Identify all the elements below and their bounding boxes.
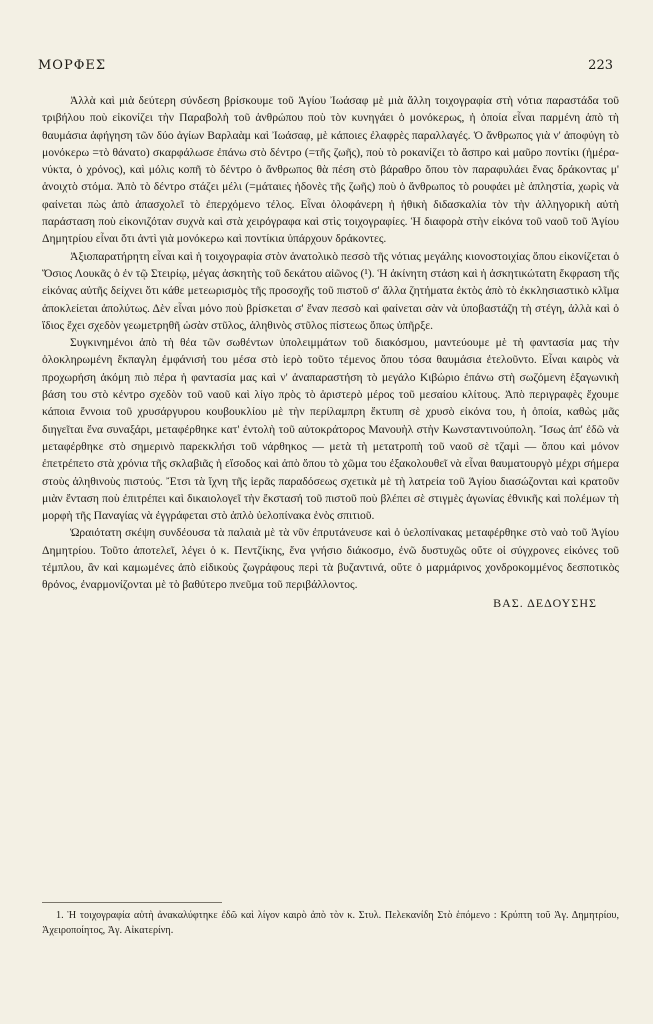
footnote bbox=[42, 908, 619, 938]
paragraph: Ὡραιότατη σκέψη συνδέουσα τὰ παλαιὰ μὲ τὰ νῦν ἐπρυτάνευσε καὶ ὁ ὑελοπίνακας μεταφέρθηκε στὸ ναὸ τοῦ Ἁγίου Δημητρίου. Τοῦτο ἀποτελεῖ, λέγει ὁ κ. Πεντζίκης, ἕνα γνήσιο διάκοσμο, ἐνῶ δυστυχῶς οὔτε οἱ σύγχρονες εἰκόνες τοῦ τέμπλου, ἂν καὶ καμωμένες ἀπὸ εἰδικοὺς ζωγράφους περὶ τὰ βυζαντινά, οὔτε ὁ μαρμάρινος χονδροκομμένος δεσποτικὸς θρόνος, ἐναρμονίζονται μὲ τὸ βαθύτερο πνεῦμα τοῦ περιβάλλοντος. bbox=[42, 526, 619, 592]
footnote-text: 1. Ἡ τοιχογραφία αὐτὴ ἀνακαλύφτηκε ἐδῶ καὶ λίγον καιρὸ ἀπὸ τὸν κ. Στυλ. Πελεκανίδη Στὸ ἑπόμενο : Κρύπτη τοῦ Ἁγ. Δημητρίου, Ἀχειροποίητος, Ἁγ. Αἰκατερίνη. bbox=[42, 910, 619, 936]
journal-title: ΜΟΡΦΕΣ bbox=[38, 58, 107, 73]
paragraph: Ἀλλὰ καὶ μιὰ δεύτερη σύνδεση βρίσκουμε τοῦ Ἁγίου Ἰωάσαφ μὲ μιὰ ἄλλη τοιχογραφία στὴ νότια παραστάδα τοῦ τριβήλου ποὺ εἰκονίζει τὴν Παραβολὴ τοῦ ἀνθρώπου ποὺ τὸν κυνηγάει ὁ μονόκερως, ἡ ὁποία εἶναι παρμένη ἀπὸ τὴ θαυμάσια ἀφήγηση τῶν δύο ἁγίων Βαρλαὰμ καὶ Ἰωάσαφ, μὲ κάποιες ἐλαφρὲς παραλλαγές. Ὁ ἄνθρωπος γιὰ ν' ἀποφύγη τὸ μονόκερω =τὸ θάνατο) σκαρφάλωσε ἐπάνω στὸ δέντρο (=τῆς ζωῆς), ποὺ τὸ ροκανίζει τὸ ἄσπρο καὶ μαῦρο ποντίκι (ἡμέρα-νύκτα, ὁ χρόνος), καὶ μόλις κοπῆ τὸ δέντρο ὁ ἄνθρωπος θὰ πέση στὸ βάραθρο ὅπου τὸν παραφυλάει ἕνας δράκοντας μ' ἀνοιχτὸ στόμα. Ἀπὸ τὸ δέντρο στάζει μέλι (=μάταιες ἡδονὲς τῆς ζωῆς) ποὺ ὁ ἄνθρωπος τὸ ρουφάει μὲ ἀπληστία, χωρὶς νὰ φαίνεται πὼς ἀπὸ ἀπασχολεῖ τὸ ἐπερχόμενο τέλος. Εἶναι ὁλοφάνερη ἡ ἠθικὴ διδασκαλία τὸν τὴν ἀλληγορικὴ αὐτὴ παράσταση ποὺ εἰκονιζόταν συχνὰ καὶ στὰ χειρόγραφα καὶ στὶς τοιχογραφίες. Ἡ διαφορὰ στὴν εἰκόνα τοῦ ναοῦ τοῦ Ἁγίου Δημητρίου εἶναι ὅτι ἀντὶ γιὰ μονόκερω καὶ ποντίκια ὑπάρχουν δράκοντες. bbox=[42, 94, 619, 246]
paragraph: Συγκινημένοι ἀπὸ τὴ θέα τῶν σωθέντων ὑπολειμμάτων τοῦ διακόσμου, μαντεύουμε μὲ τὴ φαντασία μας τὴν ὁλοκληρωμένη ἔκπαγλη ἐμφάνισή του μέσα στὸ ἱερὸ τοῦτο τέμενος ὅπου τόσα θαυμάσια ἐτελοῦντο. Εἶναι καιρὸς νὰ προχωρήση ἀκόμη πιὸ πέρα ἡ φαντασία μας καὶ ν' ἀναπαραστήση τὸ μεγάλο Κιβώριο ἐπάνω στὴ σωζόμενη ἑξαγωνικὴ βάση του στὸ κέντρο σχεδὸν τοῦ ναοῦ καὶ λίγο πρὸς τὸ ἀριστερὸ μέρος τοῦ μεσαίου κλίτους. Ἀπὸ περιγραφὲς ἔχουμε κάποια ἔννοια τοῦ χρυσάργυρου κουβουκλίου μὲ τὴν περίλαμπρη ἔκτυπη σὲ χρυσὸ εἰκόνα του, ἡ ὁποία, καθὼς μᾶς διηγεῖται ἕνα συναξάρι, μεταφέρθηκε κατ' ἐντολὴ τοῦ αὐτοκράτορος Μανουὴλ στὴν Κωνσταντινούπολη. Ἴσως ἀπ' ἐδῶ νὰ μεταφέρθηκε στὸ σημερινὸ παρεκκλήσι τοῦ νάρθηκος — μετὰ τὴ μετατροπὴ τοῦ ναοῦ σὲ τζαμὶ — ὅπου καὶ μόνον ἐπετρέπετο στὰ χρόνια τῆς σκλαβιᾶς ἡ εἴσοδος καὶ ἀπὸ ὅπου τὸ χῶμα του ἐξακολουθεῖ νὰ εἶναι θαυματουργὸ μέχρι σήμερα στοὺς ἀληθινοὺς πιστούς. Ἔτσι τὰ ἴχνη τῆς ἱερᾶς παραδόσεως σχετικὰ μὲ τὴ λατρεία τοῦ Ἁγίου διασώζονται καὶ κρατοῦν μιὰν ἔνταση ποὺ ἐπιτρέπει καὶ δικαιολογεῖ τὴν ἔκστασή τοῦ πιστοῦ ποὺ βλέπει σὲ στιγμὲς ἀγωνίας ἐθνικῆς καὶ πολέμων τὴ μορφὴ τῆς Παναγίας νὰ ἐγγράφεται στὸ ἁπλὸ ὑελοπίνακα ἑνὸς σπιτιοῦ. bbox=[42, 336, 619, 523]
paragraph: Ἀξιοπαρατήρητη εἶναι καὶ ἡ τοιχογραφία στὸν ἀνατολικὸ πεσσὸ τῆς νότιας μεγάλης κιονοστοιχίας ὅπου εἰκονίζεται ὁ Ὅσιος Λουκᾶς ὁ ἐν τῷ Στειρίῳ, μέγας ἀσκητὴς τοῦ δεκάτου αἰῶνος (¹). Ἡ ἀκίνητη στάση καὶ ἡ ἀσκητικώτατη ἔκφραση τῆς εἰκόνας αὐτῆς δείχνει ὅτι κάθε μετεωρισμὸς τῆς προσοχῆς τοῦ πιστοῦ σ' ἄλλα ζητήματα ἐκτὸς ἀπὸ τὸ ἐκκλησιαστικὸ κλῖμα ἀποκλείεται ἀπολύτως. Δὲν εἶναι μόνο ποὺ βρίσκεται σ' ἕναν πεσσὸ καὶ φαίνεται σὰν νὰ ὑποβαστάζη τὴ στέγη, ἀλλὰ καὶ ὁ ἴδιος ἔχει σχεδὸν γεωμετρηθῆ ὡσὰν στῦλος, ἀληθινὸς στῦλος πίστεως ὅπως ὑπῆρξε. bbox=[42, 249, 619, 332]
author-signature: ΒΑΣ. ΔΕΔΟΥΣΗΣ bbox=[493, 595, 597, 610]
footnote-divider bbox=[42, 902, 222, 903]
page-number: 223 bbox=[588, 58, 613, 73]
article-body bbox=[42, 92, 619, 612]
